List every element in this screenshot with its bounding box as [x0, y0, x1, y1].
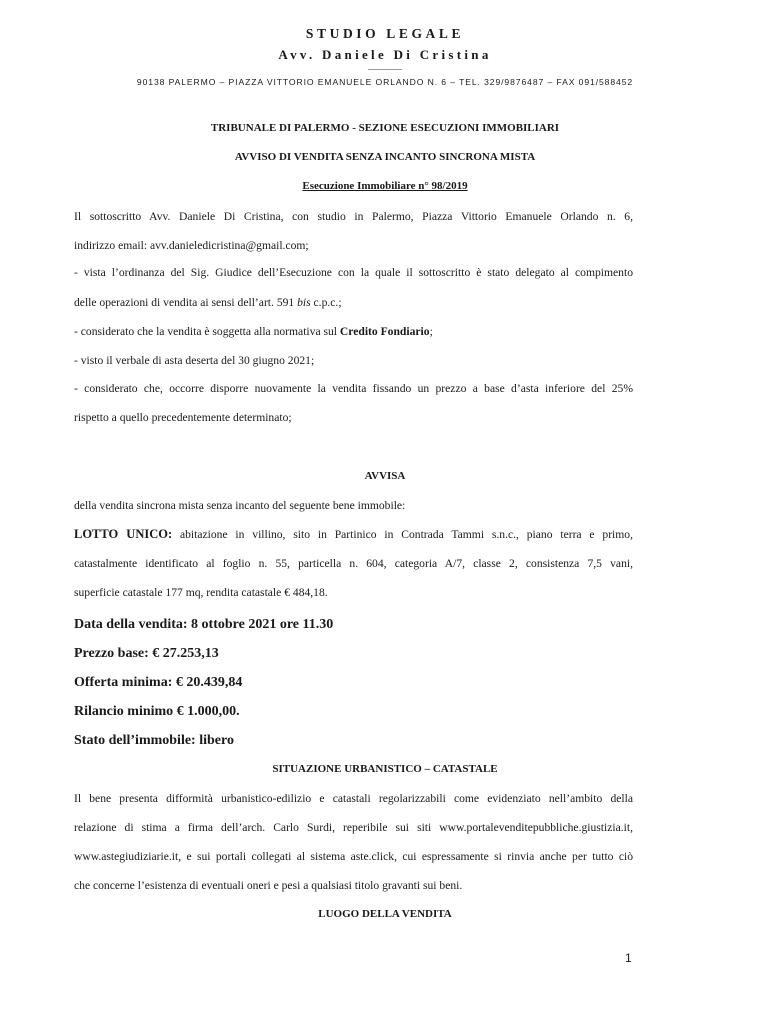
intro-line-3: - vista l’ordinanza del Sig. Giudice dell’Esecuzione con la quale il sottoscritto è stato delegato al compimento [74, 266, 633, 279]
avvisa-line: della vendita sincrona mista senza incanto del seguente bene immobile: [74, 499, 406, 512]
intro-bis: bis [297, 296, 311, 309]
base-price: Prezzo base: € 27.253,13 [74, 646, 219, 661]
intro-line-5-text: - considerato che la vendita è soggetta alla normativa sul [74, 325, 340, 338]
intro-line-4-text: delle operazioni di vendita ai sensi dell’art. 591 [74, 296, 298, 309]
intro-line-4 [74, 296, 342, 309]
intro-line-5-end: ; [429, 325, 433, 338]
page-number: 1 [625, 951, 632, 965]
urban-line-2: relazione di stima a firma dell’arch. Carlo Surdi, reperibile sui siti www.portalevenditepubbliche.giustizia.it, [74, 821, 633, 834]
lot-line-1-text: abitazione in villino, sito in Partinico in Contrada Tammi s.n.c., piano terra e primo, [172, 528, 633, 541]
intro-line-7: - considerato che, occorre disporre nuovamente la vendita fissando un prezzo a base d’asta inferiore del 25% [74, 382, 633, 395]
court-heading: TRIBUNALE DI PALERMO - SEZIONE ESECUZIONI IMMOBILIARI [210, 122, 560, 134]
minimum-offer: Offerta minima: € 20.439,84 [74, 675, 243, 690]
firm-name: STUDIO LEGALE [305, 26, 465, 41]
notice-title: AVVISO DI VENDITA SENZA INCANTO SINCRONA MISTA [234, 151, 536, 163]
urban-line-3: www.astegiudiziarie.it, e sui portali collegati al sistema aste.click, cui espressamente si rinvia anche per tutto ciò [74, 850, 633, 863]
intro-line-4-end: c.p.c.; [310, 296, 342, 309]
urban-heading: SITUAZIONE URBANISTICO – CATASTALE [272, 763, 498, 775]
place-heading: LUOGO DELLA VENDITA [318, 908, 452, 920]
intro-line-6: - visto il verbale di asta deserta del 30 giugno 2021; [74, 354, 315, 367]
avvisa-heading: AVVISA [364, 470, 406, 482]
intro-line-5 [74, 325, 433, 338]
lot-label: LOTTO UNICO: [74, 527, 173, 541]
property-status: Stato dell’immobile: libero [74, 733, 234, 748]
lot-line-2: catastalmente identificato al foglio n. 55, particella n. 604, categoria A/7, classe 2, consistenza 7,5 vani, [74, 557, 633, 570]
minimum-raise: Rilancio minimo € 1.000,00. [74, 704, 240, 719]
sale-date: Data della vendita: 8 ottobre 2021 ore 11.30 [74, 617, 334, 632]
urban-line-1: Il bene presenta difformità urbanistico-edilizio e catastali regolarizzabili come evidenziato nell’ambito della [74, 792, 633, 805]
credito-fondiario: Credito Fondiario [339, 325, 430, 338]
firm-address: 90138 PALERMO – PIAZZA VITTORIO EMANUELE ORLANDO N. 6 – TEL. 329/9876487 – FAX 091/588452 [136, 77, 634, 87]
lawyer-name: Avv. Daniele Di Cristina [278, 47, 492, 62]
intro-line-2: indirizzo email: avv.danieledicristina@gmail.com; [74, 239, 309, 252]
intro-line-8: rispetto a quello precedentemente determinato; [74, 411, 292, 424]
intro-line-1: Il sottoscritto Avv. Daniele Di Cristina, con studio in Palermo, Piazza Vittorio Emanuele Orlando n. 6, [74, 210, 633, 223]
lot-line-1 [74, 527, 633, 542]
lot-line-3: superficie catastale 177 mq, rendita catastale € 484,18. [74, 586, 328, 599]
letterhead-divider [368, 69, 402, 70]
urban-line-4: che concerne l’esistenza di eventuali oneri e pesi a qualsiasi titolo gravanti sui beni. [74, 879, 463, 892]
case-number: Esecuzione Immobiliare n° 98/2019 [302, 180, 468, 192]
